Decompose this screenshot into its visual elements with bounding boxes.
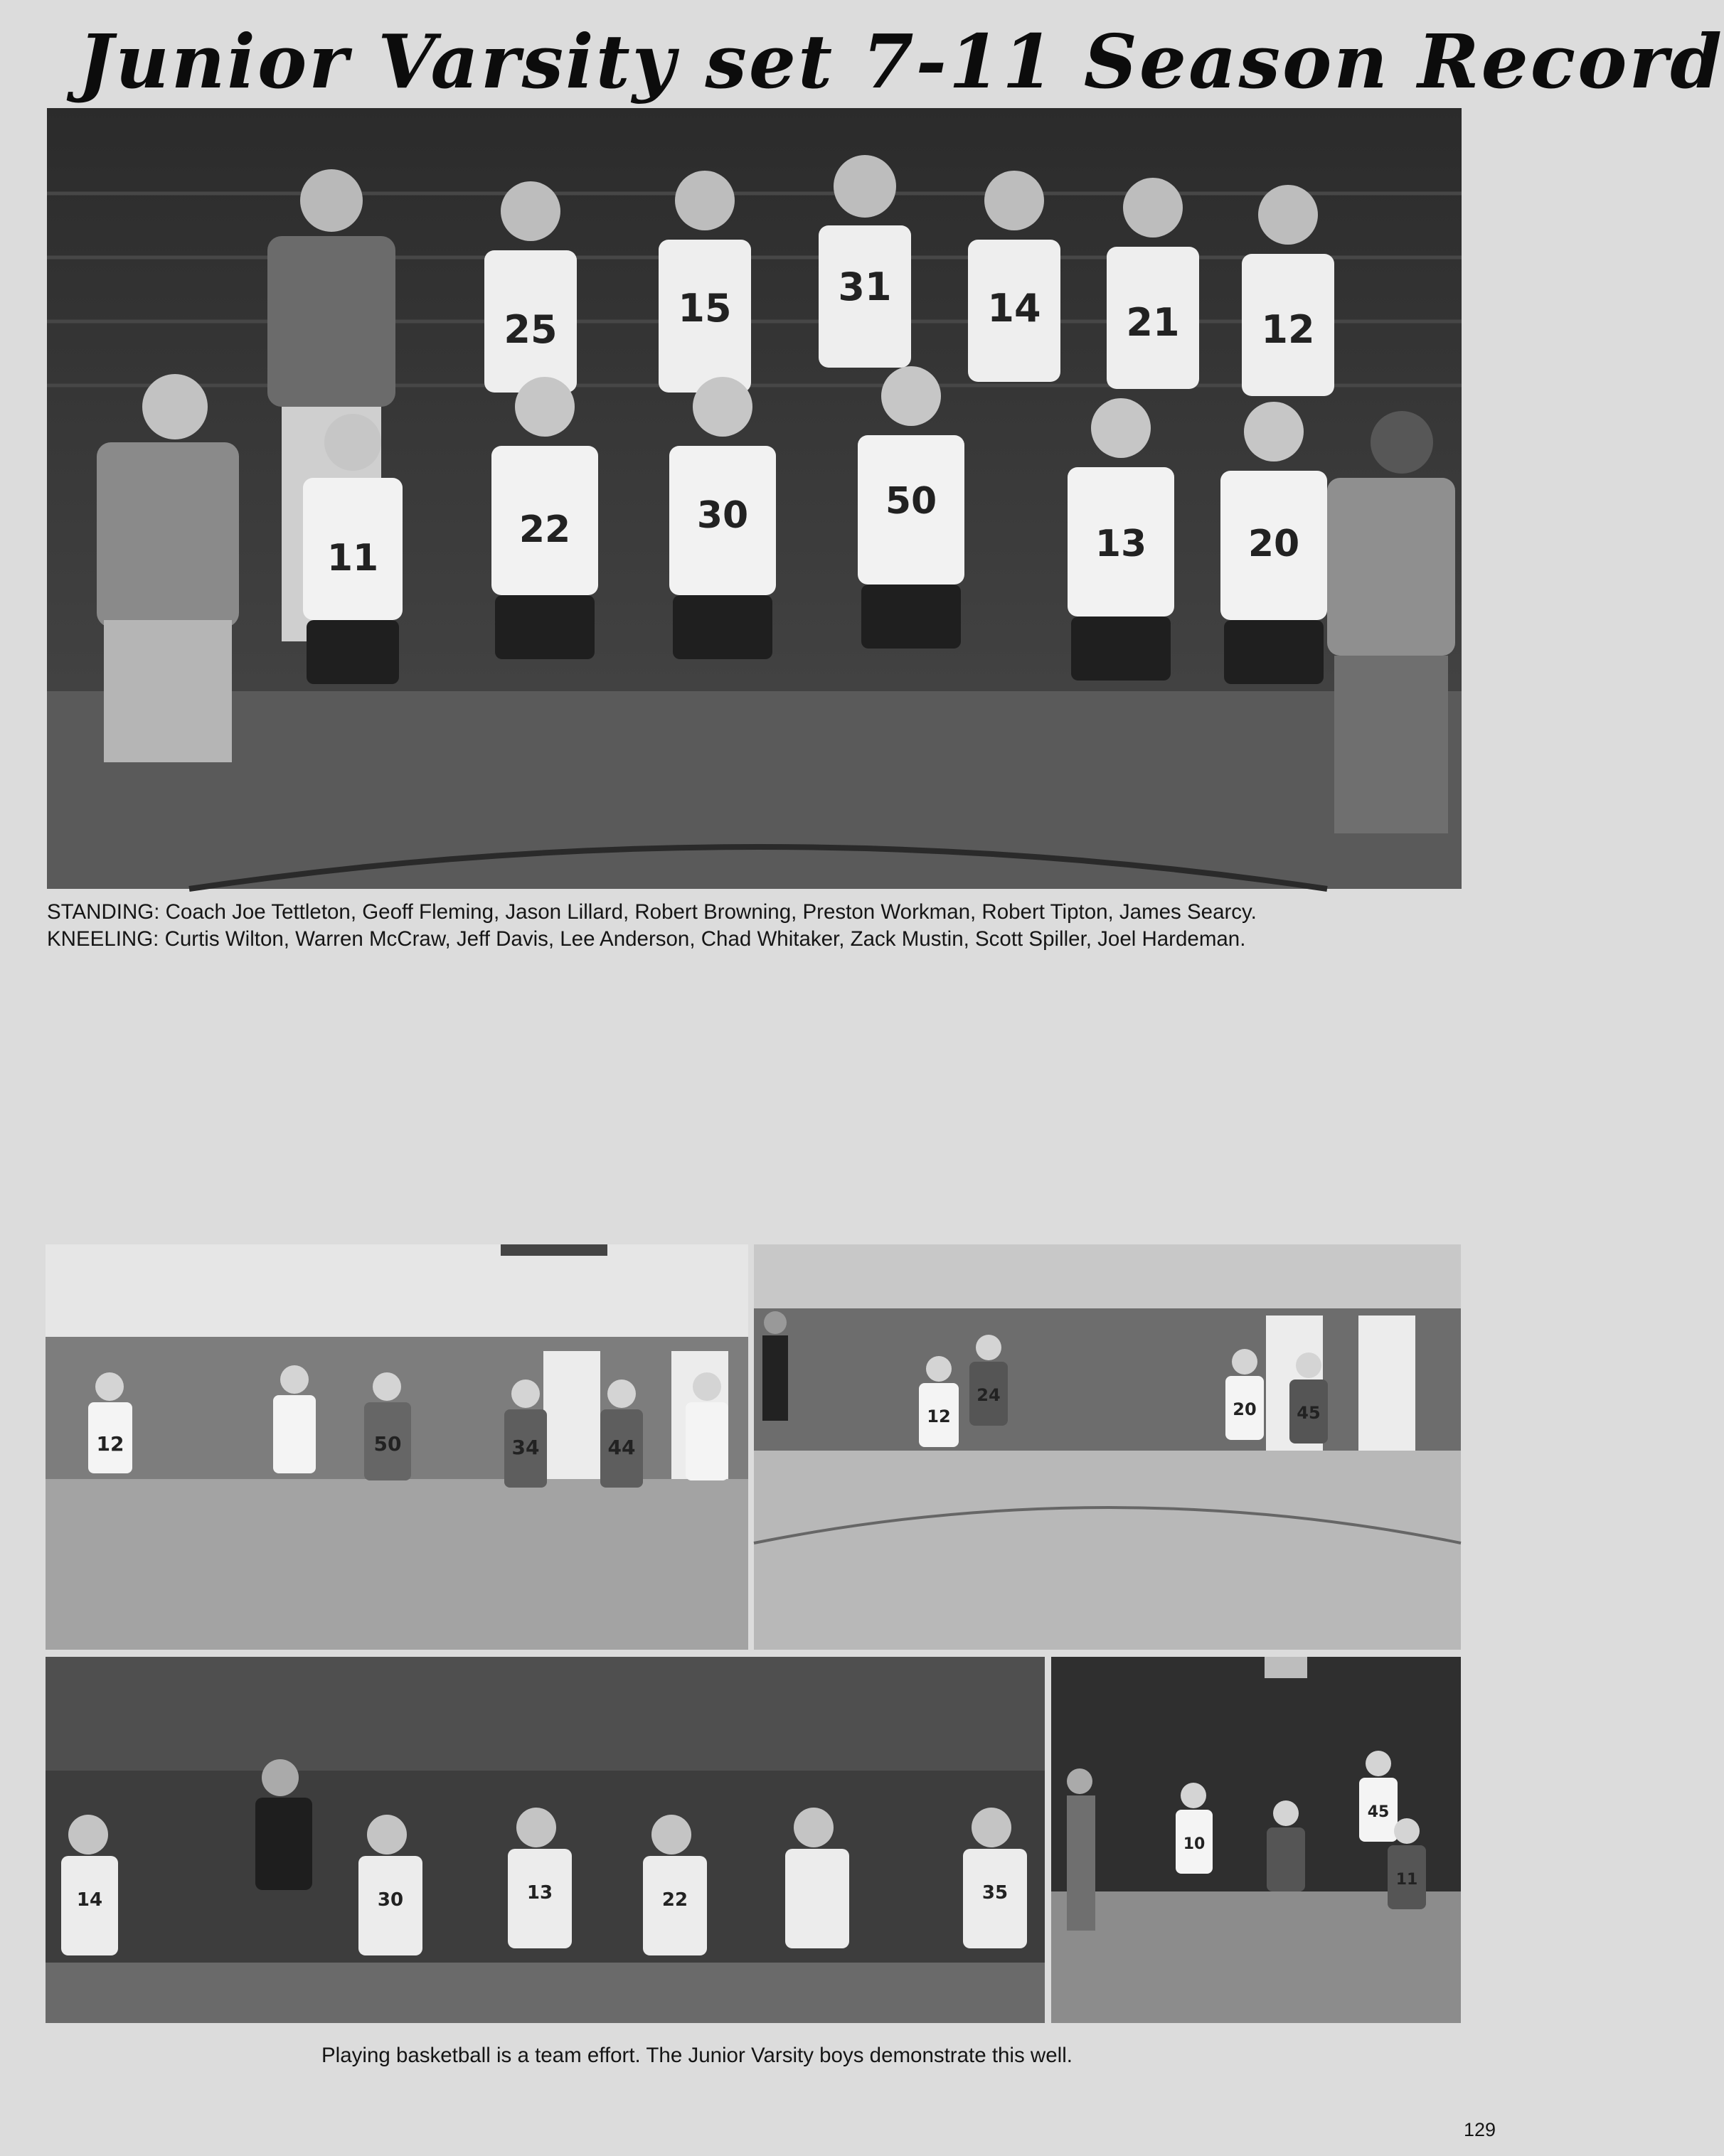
bench-jersey-5: 35	[981, 1882, 1009, 1904]
standing-jersey-3: 31	[838, 265, 892, 309]
action2-jersey-4: 45	[1297, 1403, 1321, 1423]
bench-jersey-1: 14	[76, 1889, 103, 1911]
caption-kneeling-line: KNEELING: Curtis Wilton, Warren McCraw, Jeff Davis, Lee Anderson, Chad Whitaker, Zack Mustin, Scott Spiller, Joel Hardeman.	[47, 927, 1246, 951]
action-photos-caption: Playing basketball is a team effort. The Junior Varsity boys demonstrate this well.	[321, 2044, 1073, 2067]
standing-jersey-4: 14	[987, 286, 1041, 331]
bench-jersey-3: 13	[526, 1882, 553, 1904]
action1-jersey-3: 34	[511, 1436, 540, 1459]
team-photo	[47, 108, 1462, 889]
bench-jersey-2: 30	[377, 1889, 404, 1911]
game-action-photo-1	[46, 1244, 748, 1650]
game-action-photo-2	[754, 1244, 1461, 1650]
action2-jersey-3: 20	[1233, 1399, 1257, 1419]
action1-jersey-4: 44	[607, 1436, 636, 1459]
bench-jersey-4: 22	[661, 1889, 688, 1911]
action1-jersey-1: 12	[96, 1432, 124, 1456]
caption-standing-line: STANDING: Coach Joe Tettleton, Geoff Fleming, Jason Lillard, Robert Browning, Preston Workman, Robert Tipton, James Searcy.	[47, 900, 1257, 924]
page-headline: Junior Varsity set 7-11 Season Record	[78, 18, 1724, 105]
kneeling-jersey-4: 50	[885, 480, 937, 523]
game-action-photo-3	[1051, 1657, 1461, 2023]
action3-jersey-3: 11	[1395, 1871, 1418, 1889]
page-number: 129	[1463, 2119, 1496, 2140]
kneeling-jersey-2: 22	[518, 508, 571, 551]
kneeling-jersey-6: 20	[1247, 523, 1300, 565]
kneeling-jersey-5: 13	[1095, 523, 1147, 565]
action2-jersey-1: 12	[927, 1407, 951, 1426]
standing-jersey-6: 12	[1261, 307, 1315, 352]
action3-jersey-1: 10	[1183, 1835, 1206, 1853]
action1-jersey-2: 50	[373, 1432, 402, 1456]
bench-photo	[46, 1657, 1045, 2023]
action2-jersey-2: 24	[977, 1385, 1001, 1405]
standing-jersey-1: 25	[504, 307, 558, 352]
team-photo-caption	[47, 899, 1257, 953]
standing-jersey-5: 21	[1126, 300, 1180, 345]
kneeling-jersey-3: 30	[696, 494, 749, 537]
action3-jersey-2: 45	[1367, 1803, 1390, 1821]
standing-jersey-2: 15	[678, 286, 732, 331]
kneeling-jersey-1: 11	[326, 537, 379, 580]
